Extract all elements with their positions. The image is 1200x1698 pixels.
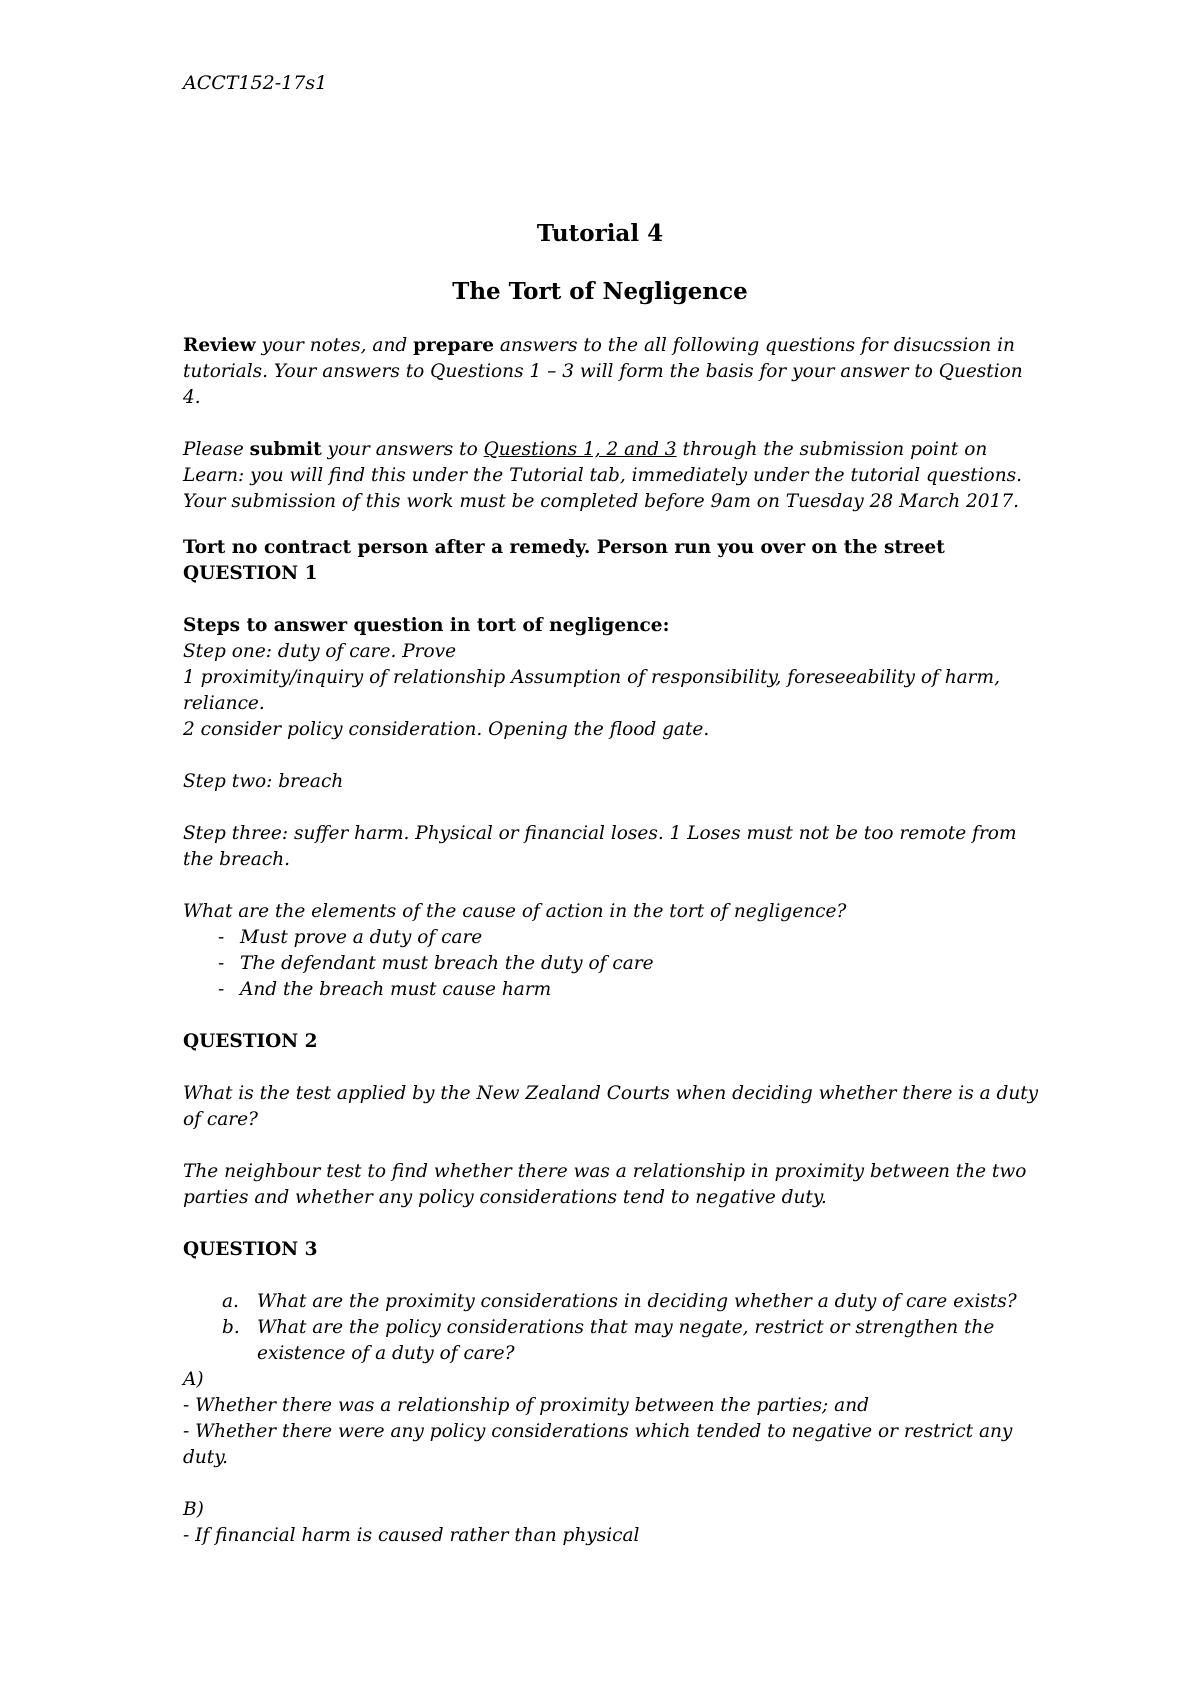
step-three: Step three: suffer harm. Physical or financial loses. 1 Loses must not be too remote from the breach. bbox=[183, 823, 1017, 870]
list-item: - The defendant must breach the duty of care bbox=[218, 951, 1043, 977]
tutorial-title: Tutorial 4 bbox=[536, 220, 664, 247]
topic-title: The Tort of Negligence bbox=[452, 278, 748, 305]
submit-text-2: through the submission point on Learn: you will find this under the Tutorial tab, immediately under the tutorial questions. Your submission of this work must be completed before 9am on Tuesday 28 March 2017. bbox=[183, 439, 1022, 512]
note-line: Tort no contract person after a remedy. Person run you over on the street bbox=[183, 537, 945, 558]
intro-text-1: your notes, and bbox=[255, 335, 414, 356]
question-1-answer-list bbox=[183, 925, 1043, 1003]
step-one-point-2: 2 consider policy consideration. Opening the flood gate. bbox=[183, 719, 710, 740]
question-1-heading: QUESTION 1 bbox=[183, 563, 318, 584]
question-3-parts bbox=[183, 1289, 1043, 1367]
list-item: - And the breach must cause harm bbox=[218, 977, 1043, 1003]
submit-word: submit bbox=[249, 439, 322, 460]
list-item-text: What are the policy considerations that may negate, restrict or strengthen the existence of a duty of care? bbox=[257, 1317, 995, 1364]
question-2-text: What is the test applied by the New Zealand Courts when deciding whether there is a duty of care? bbox=[183, 1083, 1039, 1130]
list-marker: a. bbox=[222, 1291, 239, 1312]
step-one-point-1: 1 proximity/inquiry of relationship Assumption of responsibility, foreseeability of harm, reliance. bbox=[183, 667, 1000, 714]
list-item-text: What are the proximity considerations in deciding whether a duty of care exists? bbox=[257, 1291, 1017, 1312]
please-text: Please bbox=[183, 439, 250, 460]
review-word: Review bbox=[183, 335, 256, 356]
prepare-word: prepare bbox=[413, 335, 494, 356]
list-item: - Must prove a duty of care bbox=[218, 925, 1043, 951]
list-marker: b. bbox=[222, 1317, 240, 1338]
question-2-answer: The neighbour test to find whether there was a relationship in proximity between the two parties and whether any policy considerations tend to negative duty. bbox=[183, 1161, 1027, 1208]
intro-text-2: answers to the all following questions for disucssion in tutorials. Your answers to Questions 1 – 3 will form the basis for your answer to Question 4. bbox=[183, 335, 1023, 408]
list-item bbox=[222, 1289, 1043, 1315]
list-item bbox=[222, 1315, 1043, 1367]
question-1-text: What are the elements of the cause of action in the tort of negligence? bbox=[183, 901, 847, 922]
question-2-heading: QUESTION 2 bbox=[183, 1031, 318, 1052]
answer-b-label: B) bbox=[183, 1499, 204, 1520]
step-one: Step one: duty of care. Prove bbox=[183, 641, 457, 662]
answer-a-line-1: - Whether there was a relationship of proximity between the parties; and bbox=[183, 1395, 869, 1416]
answer-a-line-2: - Whether there were any policy considerations which tended to negative or restrict any duty. bbox=[183, 1421, 1013, 1468]
submit-text-1: your answers to bbox=[321, 439, 484, 460]
step-two: Step two: breach bbox=[183, 771, 344, 792]
question-3-heading: QUESTION 3 bbox=[183, 1239, 318, 1260]
intro-paragraph bbox=[183, 333, 1043, 411]
questions-underlined: Questions 1, 2 and 3 bbox=[483, 439, 677, 460]
answer-a-label: A) bbox=[183, 1369, 204, 1390]
document-body bbox=[183, 333, 1043, 1549]
submission-paragraph bbox=[183, 437, 1043, 515]
answer-b-line-1: - If financial harm is caused rather than physical bbox=[183, 1525, 640, 1546]
course-code-header: ACCT152-17s1 bbox=[183, 72, 328, 94]
steps-heading: Steps to answer question in tort of negligence: bbox=[183, 615, 670, 636]
